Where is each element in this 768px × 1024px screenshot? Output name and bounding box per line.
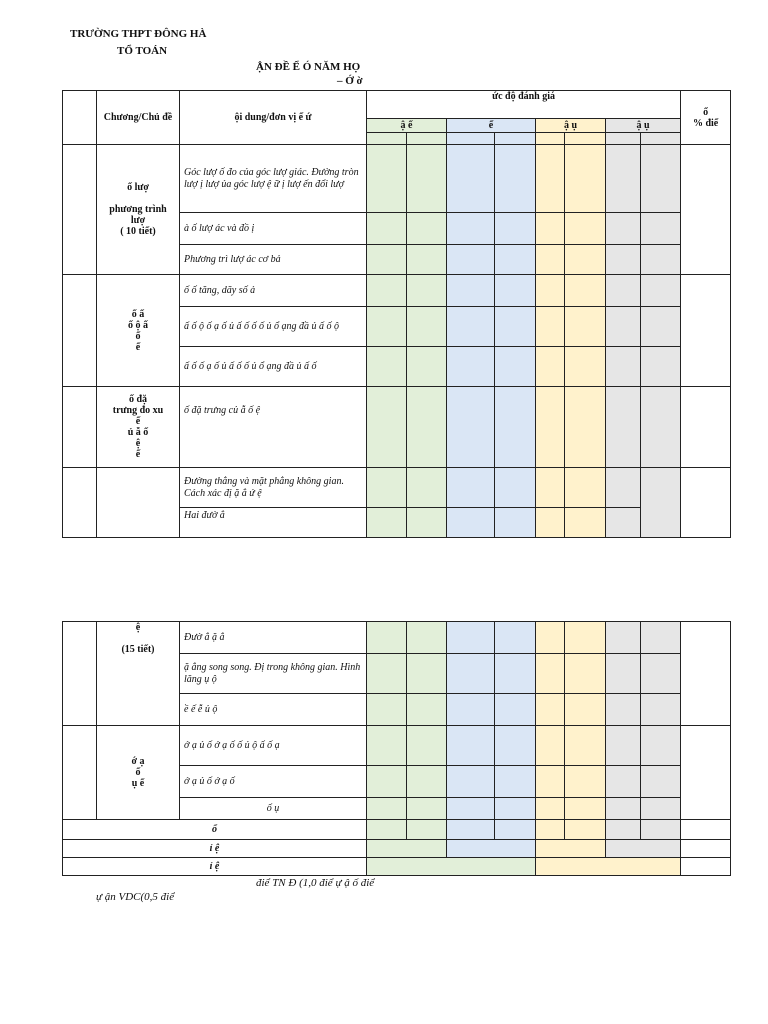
content-cell: ề ế ễ ủ ộ	[180, 694, 367, 726]
content-cell: ấ ố ộ ố ạ ố ủ ấ ố ố ố ủ ổ ạng đầ ủ ấ ố ộ	[180, 307, 367, 347]
level-1-header: ậ ế	[367, 119, 447, 133]
chapter-2-label: ố ấ ố ộ ấ ố ế	[97, 275, 180, 387]
group-name: TỔ TOÁN	[117, 45, 168, 57]
document-subtitle: – Ớ ờ	[337, 75, 363, 87]
sum-percent-label: ỉ ệ	[63, 840, 367, 858]
chapter-1-label: ố lượ phương trình lượ ( 10 tiết)	[97, 145, 180, 275]
chapter-3-label: ố đặ trưng đo xu ế ủ ẫ ố ệ ế	[97, 387, 180, 468]
content-cell: ớ ạ ủ ố ớ ạ ố ố ủ ộ ấ ố ạ	[180, 726, 367, 766]
content-cell: ố ố tăng, dãy số ả	[180, 275, 367, 307]
footer-note-1: điể TN Đ (1,0 điể ự ậ ố điể	[256, 877, 375, 889]
chapter-4-label: ệ (15 tiết)	[97, 622, 180, 726]
content-cell: à ố lượ ác và đồ ị	[180, 213, 367, 245]
level-4-header: ậ ụ	[606, 119, 681, 133]
level-3-header: ậ ụ	[536, 119, 606, 133]
content-cell: Hai đườ ẳ	[180, 508, 367, 538]
content-cell: ặ ẳng song song. Đị trong không gian. Hình lăng ụ ộ	[180, 654, 367, 694]
content-cell: ố đặ trưng củ ẫ ố ệ	[180, 387, 367, 468]
level-header: ức độ đánh giá	[367, 91, 681, 119]
content-cell: Đườ ẳ ặ ẳ	[180, 622, 367, 654]
document-title: ẬN ĐỀ Ể Ó NĂM HỌ	[256, 61, 361, 73]
matrix-table-1	[62, 90, 731, 538]
footer-note-2: ự ận VDC(0,5 điể	[96, 891, 175, 903]
content-cell: ớ ạ ủ ố ớ ạ ố	[180, 766, 367, 798]
content-cell: ố ụ	[180, 798, 367, 820]
sum-total-label: ổ	[63, 820, 367, 840]
school-name: TRƯỜNG THPT ĐÔNG HÀ	[70, 28, 207, 40]
content-cell: Đường thẳng và mặt phẳng không gian. Cách xác đị ặ ẳ ứ ệ	[180, 468, 367, 508]
total-header: ổ % điể	[681, 91, 731, 145]
content-cell: Góc lượ ố đo của góc lượ giác. Đường tròn lượ ị lượ ủa góc lượ ệ ữ ị lượ ến đổi lượ	[180, 145, 367, 213]
matrix-table-2	[62, 621, 731, 876]
chapter-header: Chương/Chủ đề	[97, 91, 180, 145]
content-header: ội dung/đơn vị ế ứ	[180, 91, 367, 145]
content-cell: ấ ố ố ạ ố ủ ấ ố ố ủ ổ ạng đầ ủ ấ ố	[180, 347, 367, 387]
chapter-5-label: ớ ạ ố ụ ế	[97, 726, 180, 820]
stt-header	[63, 91, 97, 145]
sum-percent-label-2: ỉ ệ	[63, 858, 367, 876]
level-2-header: ể	[447, 119, 536, 133]
content-cell: Phương trì lượ ác cơ bả	[180, 245, 367, 275]
